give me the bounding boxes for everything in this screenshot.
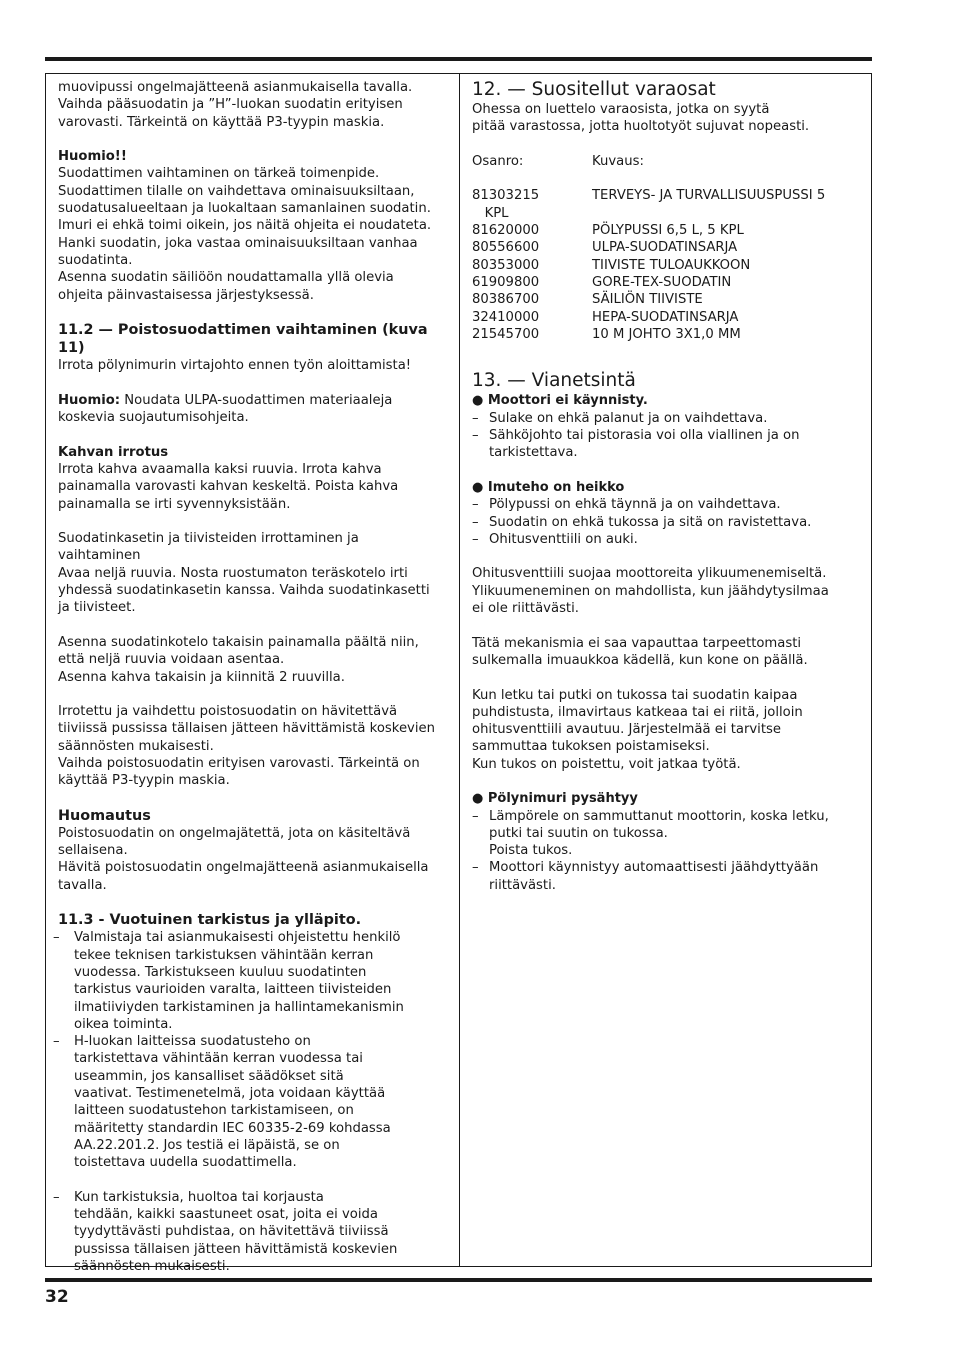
text-line: ohitusventtiili avautuu. Järjestelmää ei tarvitse (472, 722, 782, 738)
text-line: säännösten mukaisesti. (58, 738, 214, 754)
text-line: Poistosuodatin on ongelmajätettä, jota on käsiteltävä (58, 825, 411, 841)
text-line: painamalla varovasti kahvan keskeltä. Poista kahva (58, 479, 399, 495)
list-item: – Pölypussi on ehkä täynnä ja on vaihdettava. (472, 496, 864, 513)
part-code: 32410000 (472, 309, 540, 325)
list-item: – H-luokan laitteissa suodatusteho on tarkistettava vähintään kerran vuodessa tai useammin, jos kansalliset säädökset sitä vaativat. Testimenetelmä, jota voidaan käyttää laitteen suodatustehon tarkistamiseen, on määritetty standardin IEC 60335-2-69 kohdassa AA.22.201.2. Jos testiä ei läpäistä, se on toistettava uudella suodattimella. (53, 1033, 458, 1171)
part-code: KPL (472, 205, 509, 221)
table-row (472, 326, 864, 343)
text-line: pitää varastossa, jotta huoltotyöt sujuvat nopeasti. (472, 119, 810, 135)
text-line: Asenna kahva takaisin ja kiinnitä 2 ruuvilla. (58, 669, 345, 685)
table-row (472, 205, 864, 222)
text-line: sulkemalla imuaukkoa kädellä, kun kone on päällä. (472, 652, 808, 668)
text-line: Tätä mekanismia ei saa vapauttaa tarpeettomasti (472, 635, 802, 651)
part-code: 80353000 (472, 257, 540, 273)
fault-heading: ● Pölynimuri pysähtyy (472, 791, 638, 807)
text-line: Irrota kahva avaamalla kaksi ruuvia. Irrota kahva (58, 461, 382, 477)
parts-table (472, 153, 864, 343)
table-header-row (472, 153, 864, 170)
page-number: 32 (45, 1287, 69, 1307)
text-line: suodatinta. (58, 252, 133, 268)
text-line: tavalla. (58, 877, 107, 893)
text-line: yhdessä suodatinkasetin kanssa. Vaihda suodatinkasetti (58, 583, 430, 599)
text-line: tekee teknisen tarkistuksen vähintään kerran (74, 947, 374, 963)
part-description: GORE-TEX-SUODATIN (592, 274, 732, 290)
list-item: – Sulake on ehkä palanut ja on vaihdettava. (472, 410, 864, 427)
part-description: HEPA-SUODATINSARJA (592, 309, 739, 325)
section-12-heading: 12. — Suositellut varaosat (472, 79, 716, 100)
text-line: Asenna suodatin säiliöön noudattamalla yllä olevia (58, 270, 394, 286)
text-line: vuodessa. Tarkistukseen kuuluu suodatinten (74, 964, 367, 980)
text-line: putki tai suutin on tukossa. (489, 825, 668, 841)
text-line: tarkistettava. (489, 445, 578, 461)
part-code: 61909800 (472, 274, 540, 290)
text-line: pussissa tällaisen jätteen hävittämistä koskevien (74, 1241, 398, 1257)
text-line: ilmatiiviyden tarkistaminen ja hallintamekanismin (74, 999, 404, 1015)
handle-heading: Kahvan irrotus (58, 444, 169, 460)
table-row (472, 257, 864, 274)
column-divider (459, 73, 460, 1267)
text-line: sellaisena. (58, 843, 128, 859)
text-line: oikea toiminta. (74, 1016, 173, 1032)
text-line: tarkistettava vähintään kerran vuodessa tai (74, 1051, 363, 1067)
text-line: Ylikuumeneminen on mahdollista, kun jäähdytysilmaa (472, 583, 829, 599)
list-item: – Sähköjohto tai pistorasia voi olla viallinen ja on tarkistettava. (472, 427, 864, 462)
text-line: Asenna suodatinkotelo takaisin painamalla päältä niin, (58, 634, 419, 650)
text-line: Irrota pölynimurin virtajohto ennen työn aloittamista! (58, 358, 412, 374)
part-description (592, 205, 864, 222)
text-line: Suodatin on ehkä tukossa ja sitä on ravistettava. (489, 514, 812, 530)
table-row (472, 274, 864, 291)
text-line: Pölypussi on ehkä täynnä ja on vaihdettava. (489, 497, 781, 513)
text-line: Ohitusventtiili on auki. (489, 531, 638, 547)
table-row (472, 222, 864, 239)
section-13-heading: 13. — Vianetsintä (472, 370, 636, 392)
text-line: Avaa neljä ruuvia. Nosta ruostumaton teräskotelo irti (58, 565, 408, 581)
text-line: H-luokan laitteissa suodatusteho on (74, 1034, 311, 1050)
part-code: 21545700 (472, 326, 540, 342)
text-line: tarkistus vaurioiden varalta, laitteen tiivisteiden (74, 982, 392, 998)
table-row (472, 309, 864, 326)
text-line: Kun letku tai putki on tukossa tai suodatin kaipaa (472, 687, 798, 703)
left-column (53, 79, 458, 1275)
table-row (472, 291, 864, 308)
part-description: TERVEYS- JA TURVALLISUUSPUSSI 5 (592, 188, 826, 204)
text-line: riittävästi. (489, 877, 556, 893)
text-line: Suodattimen vaihtaminen on tärkeä toimenpide. (58, 166, 380, 182)
list-item: – Suodatin on ehkä tukossa ja sitä on ravistettava. (472, 514, 864, 531)
text-line: painamalla se irti syvennyksistään. (58, 496, 291, 512)
text-line: Hävitä poistosuodatin ongelmajätteenä asianmukaisella (58, 860, 429, 876)
text-line: Valmistaja tai asianmukaisesti ohjeistettu henkilö (74, 930, 401, 946)
text-line: useammin, jos kansalliset säädökset sitä (74, 1068, 344, 1084)
text-line: AA.22.201.2. Jos testiä ei läpäistä, se on (74, 1137, 340, 1153)
huomautus-heading: Huomautus (58, 807, 151, 824)
text-line: Vaihda pääsuodatin ja ”H”-luokan suodatin erityisen (58, 97, 403, 113)
text-line: vaihtaminen (58, 548, 141, 564)
part-code: 81620000 (472, 223, 540, 239)
text-line: koskevia suojautumisohjeita. (58, 410, 249, 426)
part-description: TIIVISTE TULOAUKKOON (592, 257, 751, 273)
huomio-heading: Huomio!! (58, 149, 127, 165)
text-line: ohjeita päinvastaisessa järjestyksessä. (58, 287, 314, 303)
text-line: Moottori käynnistyy automaattisesti jäähdyttyään (489, 860, 819, 876)
text-line: Imuri ei ehkä toimi oikein, jos näitä ohjeita ei noudateta. (58, 218, 432, 234)
bottom-rule (45, 1278, 872, 1282)
text-line: laitteen suodatustehon tarkistamiseen, on (74, 1103, 354, 1119)
list-item: – Ohitusventtiili on auki. (472, 531, 864, 548)
text-line: ei ole riittävästi. (472, 601, 579, 617)
text-line: varovasti. Tärkeintä on käyttää P3-tyypin maskia. (58, 114, 385, 130)
column-header-description: Kuvaus: (592, 153, 644, 169)
text-line: Kun tukos on poistettu, voit jatkaa työtä. (472, 756, 741, 772)
list-item: – Moottori käynnistyy automaattisesti jäähdyttyään riittävästi. (472, 859, 864, 894)
text-line: Suodatinkasetin ja tiivisteiden irrottaminen ja (58, 531, 359, 547)
text-line: Irrotettu ja vaihdettu poistosuodatin on hävitettävä (58, 704, 398, 720)
text-line: suodatusalueeltaan ja luokaltaan samanlainen suodatin. (58, 201, 431, 217)
text-line: säännösten mukaisesti. (74, 1259, 230, 1274)
table-row (472, 239, 864, 256)
note-line (58, 392, 458, 409)
text-line: ja tiivisteet. (58, 600, 136, 616)
text-line: toistettava uudella suodattimella. (74, 1155, 297, 1171)
note-label: Huomio: (58, 392, 121, 408)
text-line: tyydyttävästi puhdistaa, on hävitettävä tiiviissä (74, 1224, 389, 1240)
text-line: Vaihda poistosuodatin erityisen varovasti. Tärkeintä on (58, 755, 420, 771)
note-text: Noudata ULPA-suodattimen materiaaleja (120, 392, 393, 408)
table-row (472, 187, 864, 204)
list-item: – Valmistaja tai asianmukaisesti ohjeistettu henkilö tekee teknisen tarkistuksen vähintään kerran vuodessa. Tarkistukseen kuuluu suodatinten tarkistus vaurioiden varalta, laitteen tiivisteiden ilmatiiviyden tarkistaminen ja hallintamekanismin oikea toiminta. (53, 929, 458, 1033)
column-header-code: Osanro: (472, 153, 524, 169)
fault-heading: ● Imuteho on heikko (472, 479, 625, 495)
part-description: 10 M JOHTO 3X1,0 MM (592, 326, 741, 342)
text-line: Lämpörele on sammuttanut moottorin, koska letku, (489, 808, 829, 824)
text-line: vaativat. Testimenetelmä, jota voidaan käyttää (74, 1086, 386, 1102)
text-line: että neljä ruuvia voidaan asentaa. (58, 652, 285, 668)
top-rule (45, 57, 872, 61)
part-code: 80556600 (472, 240, 540, 256)
text-line: Sähköjohto tai pistorasia voi olla viallinen ja on (489, 428, 800, 444)
part-code: 80386700 (472, 292, 540, 308)
text-line: käyttää P3-tyypin maskia. (58, 773, 230, 789)
text-line: tehdään, kaikki saastuneet osat, joita ei voida (74, 1207, 378, 1223)
list-item: – Lämpörele on sammuttanut moottorin, koska letku, putki tai suutin on tukossa. Poista tukos. (472, 808, 864, 860)
section-11-2-heading: 11.2 — Poistosuodattimen vaihtaminen (kuva 11) (58, 322, 428, 357)
fault-heading: ● Moottori ei käynnisty. (472, 393, 648, 409)
text-line: Poista tukos. (489, 843, 573, 859)
section-11-3-heading: 11.3 - Vuotuinen tarkistus ja ylläpito. (58, 912, 362, 929)
text-line: Sulake on ehkä palanut ja on vaihdettava. (489, 410, 768, 426)
text-line: tiiviissä pussissa tällaisen jätteen hävittämistä koskevien (58, 721, 435, 737)
text-line: puhdistusta, ilmavirtaus katkeaa tai ei riitä, jolloin (472, 704, 803, 720)
part-description: PÖLYPUSSI 6,5 L, 5 KPL (592, 223, 744, 239)
text-line: Ohitusventtiili suojaa moottoreita ylikuumenemiseltä. (472, 566, 827, 582)
text-line: Ohessa on luettelo varaosista, jotka on syytä (472, 102, 770, 117)
list-item: – Kun tarkistuksia, huoltoa tai korjausta tehdään, kaikki saastuneet osat, joita ei voida tyydyttävästi puhdistaa, on hävitettävä tiiviissä pussissa tällaisen jätteen hävittämistä koskevien säännösten mukaisesti. (53, 1189, 458, 1275)
text-line: sammuttaa tukoksen poistamiseksi. (472, 739, 710, 755)
text-line: Kun tarkistuksia, huoltoa tai korjausta (74, 1189, 324, 1205)
right-column (472, 79, 864, 894)
part-description: SÄILIÖN TIIVISTE (592, 292, 703, 308)
text-line: muovipussi ongelmajätteenä asianmukaisella tavalla. (58, 80, 413, 95)
part-code: 81303215 (472, 188, 540, 204)
text-line: Hanki suodatin, joka vastaa ominaisuuksiltaan vanhaa (58, 235, 418, 251)
text-line: määritetty standardin IEC 60335-2-69 kohdassa (74, 1120, 391, 1136)
text-line: Suodattimen tilalle on vaihdettava ominaisuuksiltaan, (58, 183, 415, 199)
part-description: ULPA-SUODATINSARJA (592, 240, 738, 256)
